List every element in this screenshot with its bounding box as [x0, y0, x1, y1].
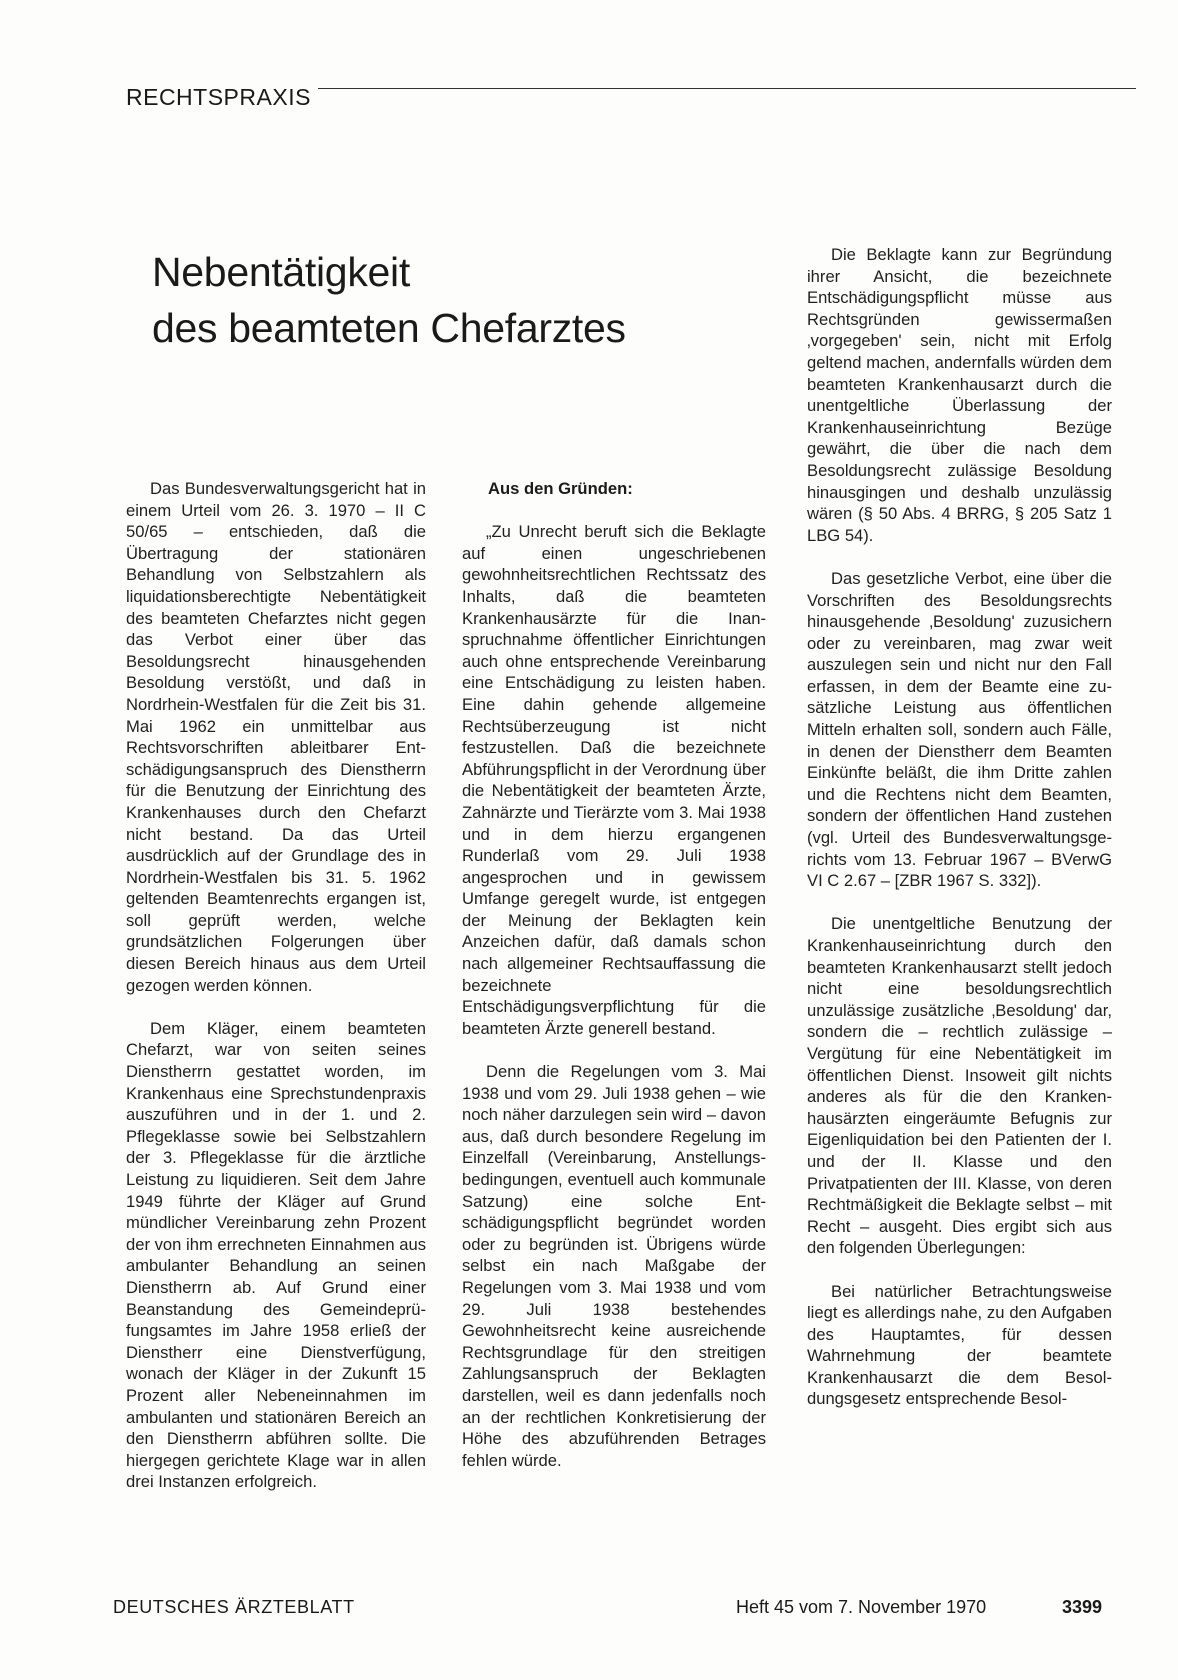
column-1 — [126, 478, 426, 1493]
paragraph: „Zu Unrecht beruft sich die Beklagte auf einen ungeschriebenen gewohnheitsrechtlichen Rechtssatz des Inhalts, daß die beamteten Krankenhausärzte für die Inanspruchnahme öffentlicher Einrichtungen auch ohne entsprechende Vereinbarung eine Entschädigung zu leisten haben. Eine dahin gehende allgemeine Rechtsüberzeugung ist nicht festzustellen. Daß die bezeichnete Abführungspflicht in der Verordnung über die Nebentätigkeit der beamteten Ärzte, Zahnärzte und Tierärzte vom 3. Mai 1938 und in dem hierzu ergangenen Runderlaß vom 29. Juli 1938 angesprochen und in gewissem Umfange geregelt wurde, ist entgegen der Meinung der Beklagten kein Anzeichen dafür, daß damals schon nach allgemeiner Rechtsauffassung die bezeichnete Entschädigungsverpflichtung für die beamteten Ärzte generell bestand. — [462, 522, 766, 1038]
section-heading: Aus den Gründen: — [488, 479, 633, 498]
paragraph: Das gesetzliche Verbot, eine über die Vorschriften des Besoldungsrechts hinausgehende ‚Besoldung' zuzusichern oder zu vereinbaren, mag zwar weit auszulegen sein und nicht nur den Fall erfassen, in dem der Beamte eine zusätzliche Leistung aus öffentlichen Mitteln erhalten soll, sondern auch Fälle, in denen der Dienstherr dem Beamten Einkünfte beläßt, die ihm Dritte zahlen und die Rechtens nicht dem Beamten, sondern der öffentlichen Hand zustehen (vgl. Urteil des Bundesverwaltungsgerichts vom 13. Februar 1967 – BVerwG VI C 2.67 – [ZBR 1967 S. 332]). — [807, 568, 1112, 891]
paragraph: Dem Kläger, einem beamteten Chefarzt, war von seiten seines Dienstherrn gestattet worden, im Krankenhaus eine Sprechstundenpraxis auszuführen und in der 1. und 2. Pflegeklasse sowie bei Selbstzahlern der 3. Pflegeklasse für die ärztliche Leistung zu liquidieren. Seit dem Jahre 1949 führte der Kläger auf Grund mündlicher Vereinbarung zehn Prozent der von ihm errechneten Einnahmen aus ambulanter Behandlung an seinen Dienstherrn ab. Auf Grund einer Beanstandung des Gemeindeprüfungsamtes im Jahre 1958 erließ der Dienstherr eine Dienstverfügung, wonach der Kläger in der Zukunft 15 Prozent aller Nebeneinnahmen im ambulanten und stationären Bereich an den Dienstherrn abführen sollte. Die hiergegen gerichtete Klage war in allen drei Instanzen erfolgreich. — [126, 1018, 426, 1492]
title-line-2: des beamteten Chefarztes — [152, 305, 626, 351]
paragraph: Die unentgeltliche Benutzung der Krankenhauseinrichtung durch den beamteten Krankenhausarzt stellt jedoch nicht eine besoldungsrechtlich unzulässige zusätzliche ‚Besoldung' dar, sondern die – rechtlich zulässige – Vergütung für eine Nebentätigkeit im öffentlichen Dienst. Insoweit gilt nichts anderes als für die den Krankenhausärzten eingeräumte Befugnis zur Eigenliquidation bei den Patienten der I. und der II. Klasse und den Privatpatienten der III. Klasse, von deren Rechtmäßigkeit die Beklagte selbst – mit Recht – ausgeht. Dies ergibt sich aus den folgenden Überlegungen: — [807, 914, 1112, 1258]
paragraph: Bei natürlicher Betrachtungsweise liegt es allerdings nahe, zu den Aufgaben des Hauptamtes, für dessen Wahrnehmung der beamtete Krankenhausarzt die dem Besoldungsgesetz entsprechende Besol- — [807, 1281, 1112, 1409]
paragraph: Denn die Regelungen vom 3. Mai 1938 und vom 29. Juli 1938 gehen – wie noch näher darzulegen sein wird – davon aus, daß durch besondere Regelung im Einzelfall (Vereinbarung, Anstellungsbedingungen, eventuell auch kommunale Satzung) eine solche Entschädigungspflicht begründet worden oder zu begründen ist. Übrigens würde selbst ein nach Maßgabe der Regelungen vom 3. Mai 1938 und vom 29. Juli 1938 bestehendes Gewohnheitsrecht keine ausreichende Rechtsgrundlage für den streitigen Zahlungsanspruch der Beklagten darstellen, weil es dann jedenfalls noch an der rechtlichen Konkretisierung der Höhe des abzuführenden Betrages fehlen würde. — [462, 1062, 766, 1470]
page-number: 3399 — [1062, 1597, 1103, 1617]
article-title — [152, 244, 752, 356]
paragraph: Das Bundesverwaltungsgericht hat in einem Urteil vom 26. 3. 1970 – II C 50/65 – entschieden, daß die Übertragung der stationären Behandlung von Selbstzahlern als liquidationsberechtigte Nebentätigkeit des beamteten Chefarztes nicht gegen das Verbot einer über das Besoldungsrecht hinausgehenden Besoldung verstößt, und daß in Nordrhein-Westfalen für die Zeit bis 31. Mai 1962 ein unmittelbar aus Rechtsvorschriften ableitbarer Entschädigungsanspruch des Dienstherrn für die Benutzung der Einrichtung des Krankenhauses durch den Chefarzt nicht bestand. Da das Urteil ausdrücklich auf der Grundlage des in Nordrhein-Westfalen bis 31. 5. 1962 geltenden Beamtenrechts ergangen ist, soll geprüft werden, welche grundsätzlichen Folgerungen über diesen Bereich hinaus aus dem Urteil gezogen werden können. — [126, 479, 426, 995]
column-2 — [462, 478, 766, 1471]
footer-issue: Heft 45 vom 7. November 1970 — [736, 1597, 987, 1617]
title-line-1: Nebentätigkeit — [152, 249, 410, 295]
section-label: RECHTSPRAXIS — [126, 84, 311, 110]
paragraph: Die Beklagte kann zur Begründung ihrer Ansicht, die bezeichnete Entschädigungspflicht müsse aus Rechtsgründen gewissermaßen ‚vorgegeben' sein, nicht mit Erfolg geltend machen, andernfalls würden dem beamteten Krankenhausarzt durch die unentgeltliche Überlassung der Krankenhauseinrichtung Bezüge gewährt, die über die nach dem Besoldungsrecht zulässige Besoldung hinausgingen und deshalb unzulässig wären (§ 50 Abs. 4 BRRG, § 205 Satz 1 LBG 54). — [807, 245, 1112, 545]
column-3 — [807, 244, 1112, 1410]
header-rule — [318, 88, 1136, 89]
footer-journal-name: DEUTSCHES ÄRZTEBLATT — [113, 1597, 355, 1617]
